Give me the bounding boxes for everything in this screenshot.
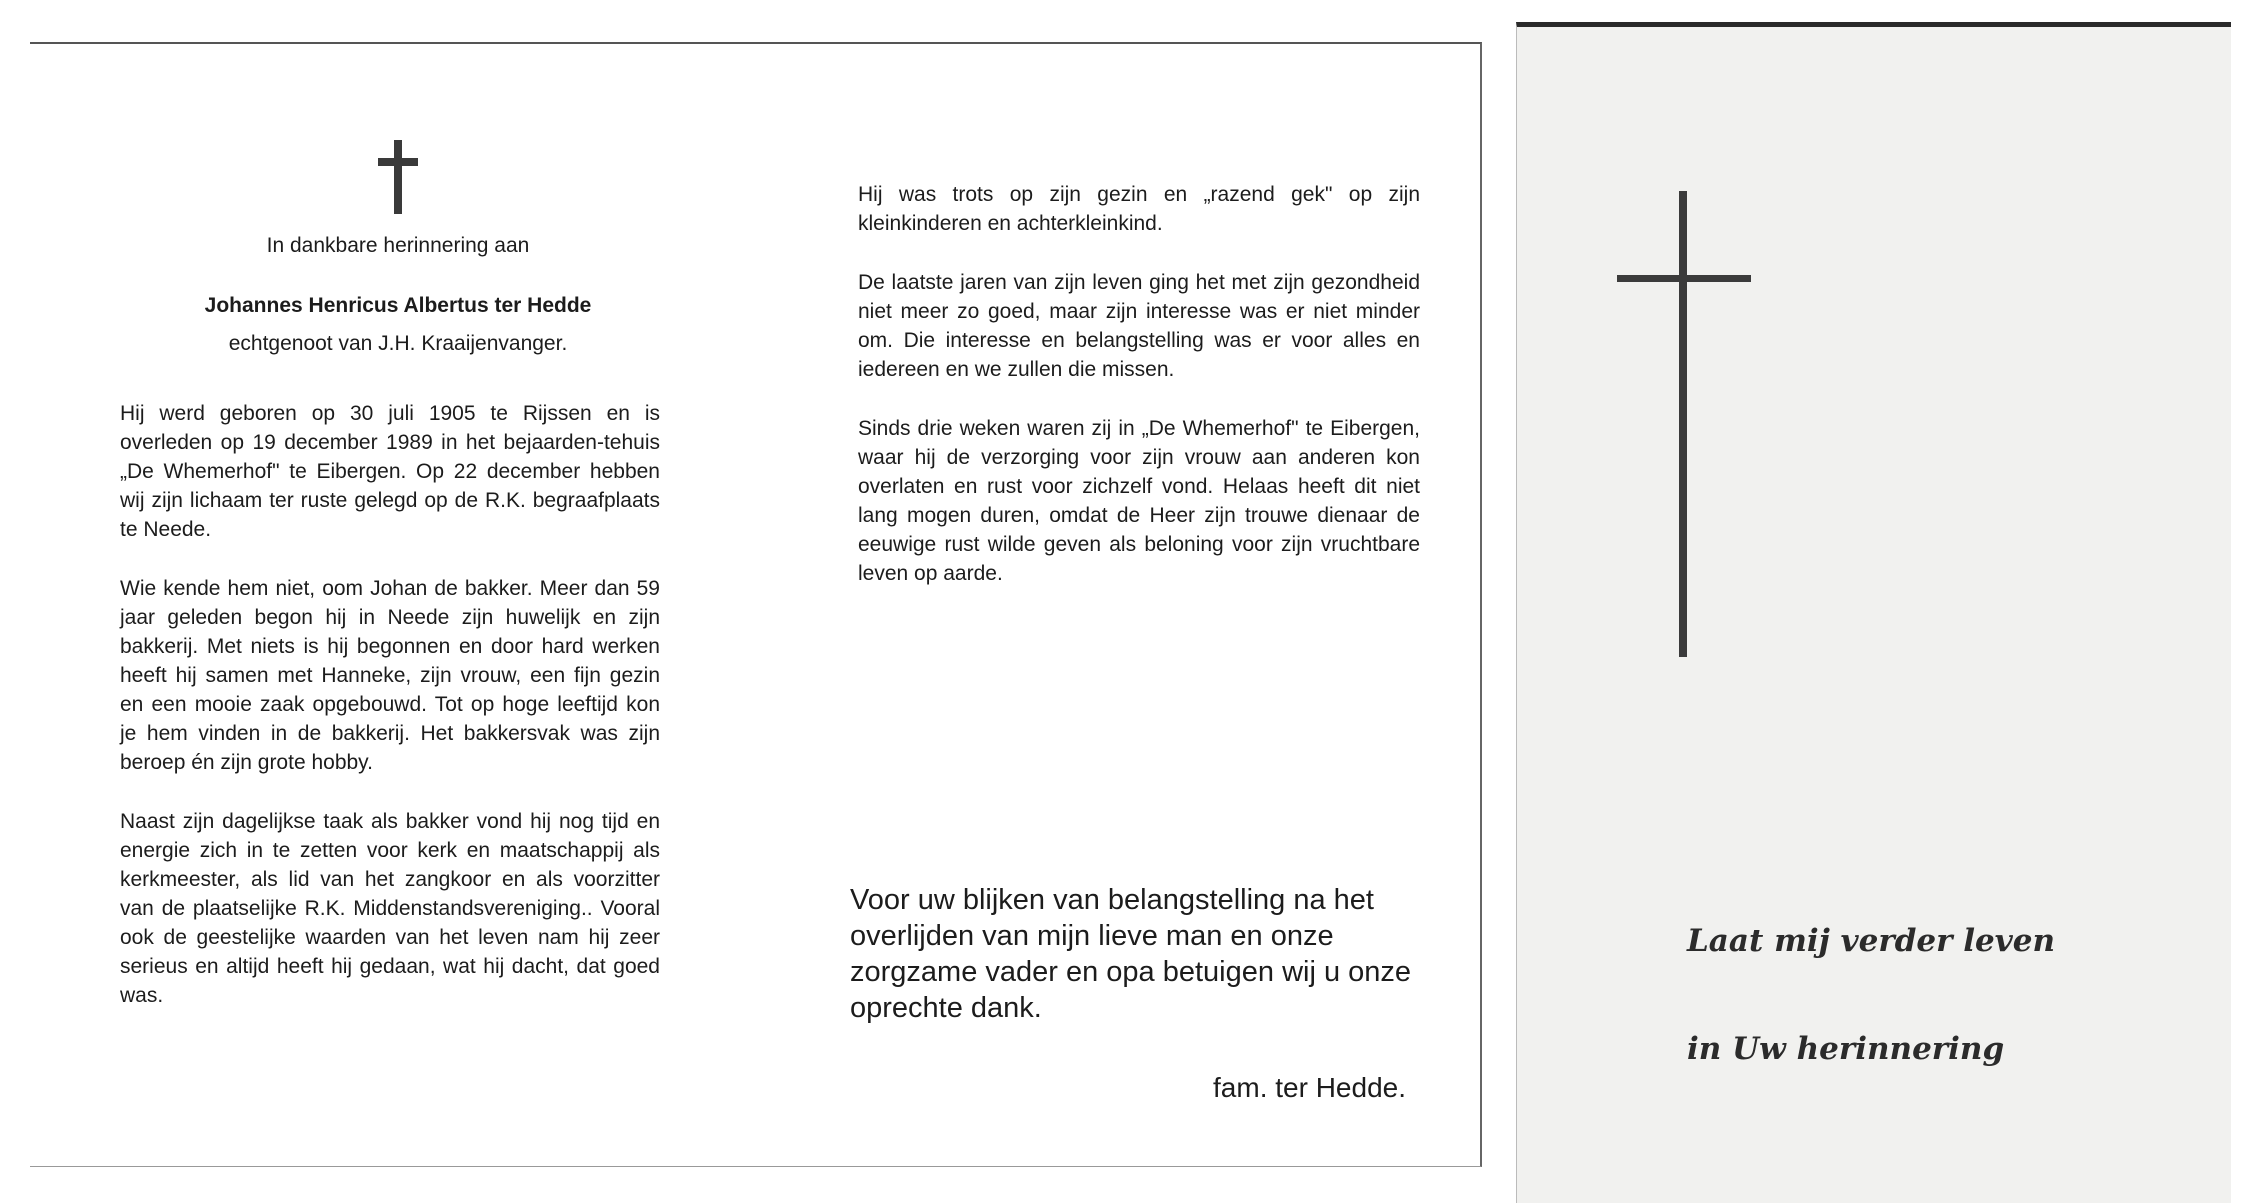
- front-cover: [1516, 22, 2231, 1203]
- thanks-text: Voor uw blijken van belangstelling na het overlijden van mijn lieve man en onze zorgzame vader en opa betuigen wij u onze oprechte dank.: [850, 884, 1412, 1024]
- right-paragraph: Hij was trots op zijn gezin en „razend gek" op zijn kleinkinderen en achterkleinkind.: [858, 183, 1420, 235]
- right-paragraph: De laatste jaren van zijn leven ging het met zijn gezondheid niet meer zo goed, maar zijn interesse was er niet minder om. Die interesse en belangstelling was er voor alles en iedereen en we zullen die missen.: [858, 271, 1420, 381]
- right-paragraph: Sinds drie weken waren zij in „De Whemerhof" te Eibergen, waar hij de verzorging voor zijn vrouw aan anderen kon overlaten en rust voor zichzelf vond. Helaas heeft dit niet lang mogen duren, omdat de Heer zijn trouwe dienaar de eeuwige rust wilde geven als beloning voor zijn vruchtbare leven op aarde.: [858, 417, 1420, 585]
- cross-icon: [378, 140, 418, 214]
- inside-spread: [30, 42, 1482, 1167]
- left-paragraph: Hij werd geboren op 30 juli 1905 te Rijssen en is overleden op 19 december 1989 in het bejaarden-tehuis „De Whemerhof" te Eibergen. Op 22 december hebben wij zijn lichaam ter ruste gelegd op de R.K. begraafplaats te Neede.: [120, 402, 660, 541]
- left-paragraph: Naast zijn dagelijkse taak als bakker vond hij nog tijd en energie zich in te zetten voor kerk en maatschappij als kerkmeester, als lid van het zangkoor en als voorzitter van de plaatselijke R.K. Middenstandsvereniging.. Vooral ook de geestelijke waarden van het leven nam hij zeer serieus en altijd heeft hij gedaan, wat hij dacht, dat goed was.: [120, 810, 660, 1007]
- left-column: [120, 399, 660, 1040]
- family-signature: fam. ter Hedde.: [1213, 1072, 1406, 1103]
- deceased-name: Johannes Henricus Albertus ter Hedde: [204, 294, 592, 317]
- verse-line-2: in Uw herinnering: [1687, 1031, 2005, 1067]
- verse-line-1: Laat mij verder leven: [1687, 923, 2056, 959]
- cross-icon: [1617, 191, 1751, 657]
- left-paragraph: Wie kende hem niet, oom Johan de bakker. Meer dan 59 jaar geleden begon hij in Neede zijn huwelijk en zijn bakkerij. Met niets is hij begonnen en door hard werken heeft hij samen met Hanneke, zijn vrouw, een fijn gezin en een mooie zaak opgebouwd. Tot op hoge leeftijd kon je hem vinden in de bakkerij. Het bakkersvak was zijn beroep én zijn grote hobby.: [120, 577, 660, 774]
- right-column: [858, 180, 1420, 618]
- spouse-line: echtgenoot van J.H. Kraaijenvanger.: [228, 332, 568, 355]
- dedication-heading: In dankbare herinnering aan: [266, 234, 530, 257]
